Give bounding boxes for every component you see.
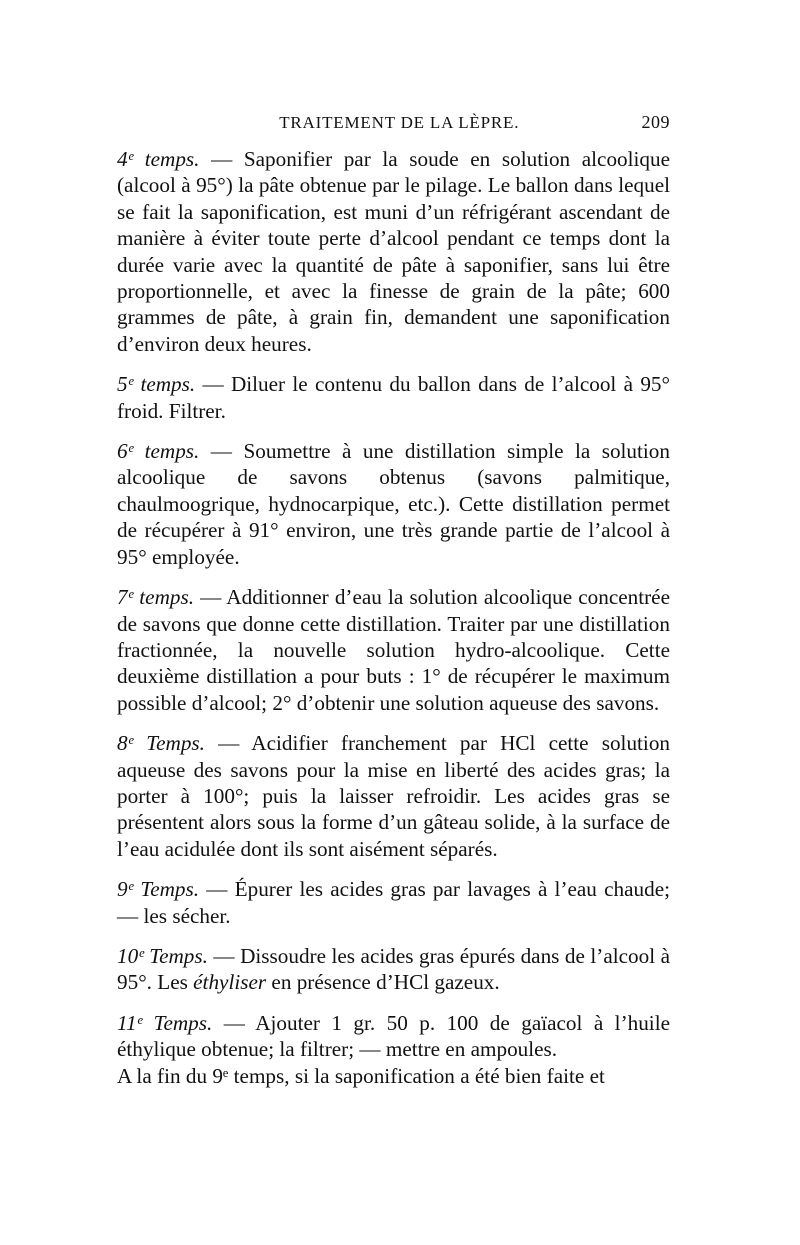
step-label: 9ᵉ Temps. [117, 877, 200, 902]
document-page [117, 112, 670, 1089]
paragraph-step-6 [117, 438, 670, 570]
paragraph-continuation [117, 1063, 670, 1089]
paragraph-text: en présence d’HCl gazeux. [266, 970, 500, 995]
step-label: 11ᵉ Temps. [117, 1010, 213, 1035]
paragraph-text: — Acidifier franchement par HCl cette solution aqueuse des savons pour la mise en liberté des acides gras; la porter à 100°; puis la laisser refroidir. Les acides gras se présentent alors sous la forme d’un gâteau solide, à la surface de l’eau acidulée dont ils sont aisément séparés. [117, 731, 671, 861]
paragraph-text: — Ajouter 1 gr. 50 p. 100 de gaïacol à l’huile éthylique obtenue; la filtrer; — mettre en ampoules. [117, 1010, 670, 1062]
paragraph-step-5 [117, 371, 670, 424]
paragraph-text: A la fin du 9ᵉ temps, si la saponification a été bien faite et [117, 1063, 605, 1088]
paragraph-text: — Additionner d’eau la solution alcoolique concentrée de savons que donne cette distillation. Traiter par une distillation fractionnée, la nouvelle solution hydro-alcoolique. Cette deuxième distillation a pour buts : 1° de récupérer le maximum possible d’alcool; 2° d’obtenir une solution aqueuse des savons. [117, 585, 670, 715]
step-label: 10ᵉ Temps. [117, 943, 208, 968]
paragraph-step-8 [117, 730, 670, 862]
step-label: 6ᵉ temps. [117, 439, 200, 464]
paragraph-text: — Épurer les acides gras par lavages à l’eau chaude; — les sécher. [117, 877, 670, 928]
paragraph-step-4 [117, 146, 670, 357]
paragraph-step-7 [117, 584, 670, 716]
italic-word: éthyliser [193, 970, 267, 995]
running-title: TRAITEMENT DE LA LÈPRE. [279, 113, 520, 132]
step-label: 8ᵉ Temps. [117, 731, 205, 756]
paragraph-text: — Dissoudre les acides gras épurés dans de l’alcool à 95°. Les [117, 943, 671, 995]
paragraph-text: — Diluer le contenu du ballon dans de l’alcool à 95° froid. Filtrer. [117, 372, 670, 423]
paragraph-step-9 [117, 876, 670, 929]
step-label: 5ᵉ temps. [117, 372, 196, 397]
step-label: 4ᵉ temps. [117, 147, 200, 171]
paragraph-step-10 [117, 943, 670, 996]
page-number: 209 [641, 112, 670, 132]
page-header [117, 112, 670, 146]
paragraph-text: — Saponifier par la soude en solution alcoolique (alcool à 95°) la pâte obtenue par le pilage. Le ballon dans lequel se fait la saponification, est muni d’un réfrigérant ascendant de manière à éviter toute perte d’alcool pendant ce temps dont la durée varie avec la quantité de pâte à saponifier, sans lui être proportionnelle, et avec la finesse de grain de la pâte; 600 grammes de pâte, à grain fin, demandent une saponification d’environ deux heures. [117, 147, 670, 356]
paragraph-step-11 [117, 1010, 670, 1063]
step-label: 7ᵉ temps. [117, 585, 195, 610]
paragraph-text: — Soumettre à une distillation simple la solution alcoolique de savons obtenus (savons palmitique, chaulmoogrique, hydnocarpique, etc.). Cette distillation permet de récupérer à 91° environ, une très grande partie de l’alcool à 95° employée. [117, 439, 670, 569]
